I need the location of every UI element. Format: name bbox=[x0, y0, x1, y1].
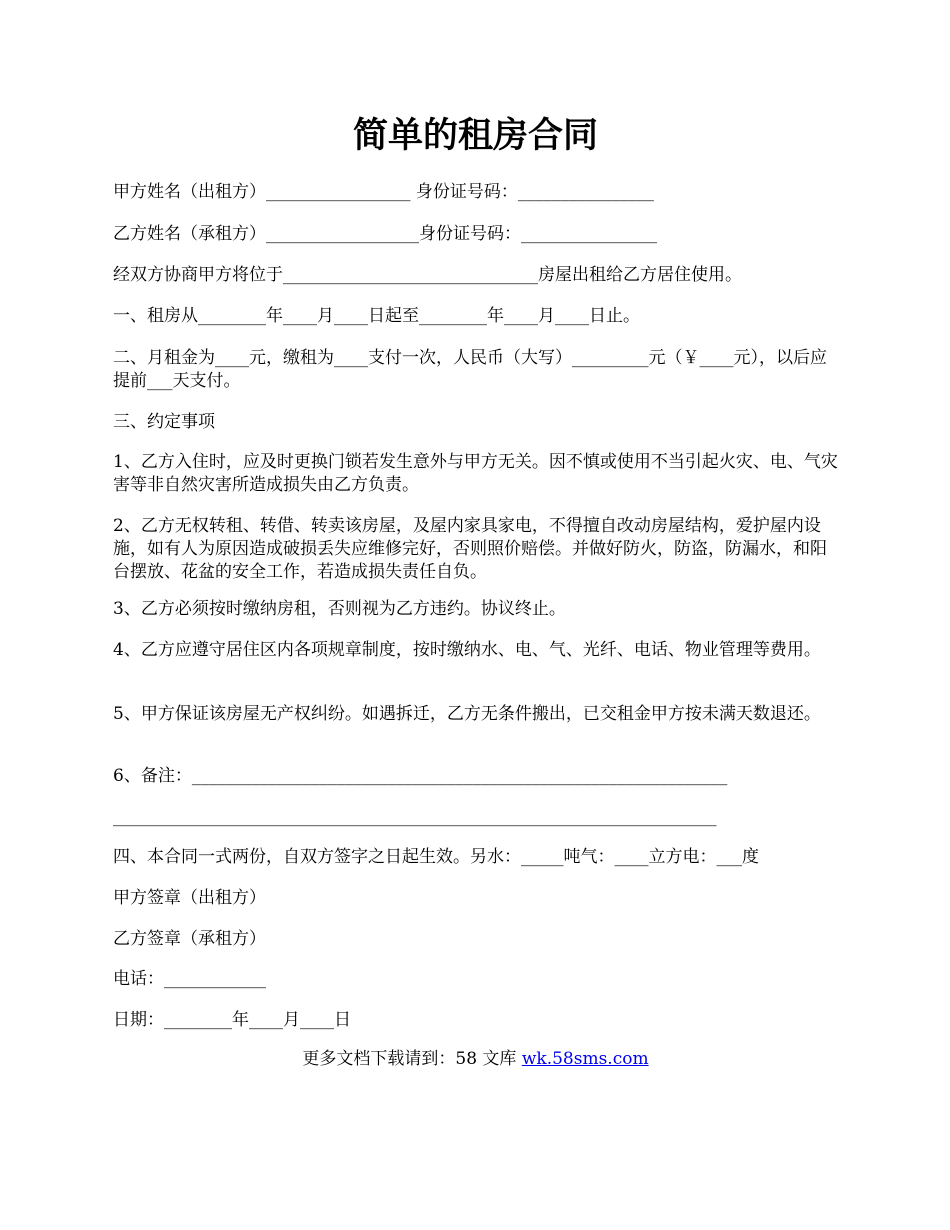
term-line: 一、租房从________年____月____日起至________年____月____日止。 bbox=[113, 306, 640, 326]
party-a-line: 甲方姓名（出租方）_________________ 身份证号码：________________ bbox=[113, 182, 654, 202]
footer-link[interactable]: wk.58sms.com bbox=[521, 1049, 649, 1069]
party-b-signature: 乙方签章（承租方） bbox=[113, 929, 266, 949]
clause-5: 5、甲方保证该房屋无产权纠纷。如遇拆迁，乙方无条件搬出，已交租金甲方按未满天数退还。 bbox=[113, 704, 821, 724]
remarks-continuation: _______________________________________________________________________ bbox=[113, 807, 717, 827]
clause-2: 2、乙方无权转租、转借、转卖该房屋，及屋内家具家电，不得擅自改动房屋结构，爱护屋内设施，如有人为原因造成破损丢失应维修完好，否则照价赔偿。并做好防火，防盗，防漏水，和阳台摆放、花盆的安全工作，若造成损失责任自负。 bbox=[113, 516, 827, 582]
clause-1: 1、乙方入住时，应及时更换门锁若发生意外与甲方无关。因不慎或使用不当引起火灾、电、气灾害等非自然灾害所造成损失由乙方负责。 bbox=[113, 452, 838, 495]
effective-clause: 四、本合同一式两份，自双方签字之日起生效。另水：_____吨气：____立方电：___度 bbox=[113, 847, 759, 867]
document-title: 简单的租房合同 bbox=[352, 115, 598, 156]
party-a-signature: 甲方签章（出租方） bbox=[113, 888, 266, 908]
location-line: 经双方协商甲方将位于______________________________房屋出租给乙方居住使用。 bbox=[113, 265, 742, 285]
party-b-line: 乙方姓名（承租方）__________________身份证号码：________________ bbox=[113, 224, 657, 244]
phone-line: 电话：____________ bbox=[113, 969, 266, 989]
footer bbox=[113, 1048, 838, 1071]
clause-3: 3、乙方必须按时缴纳房租，否则视为乙方违约。协议终止。 bbox=[113, 599, 566, 619]
terms-heading: 三、约定事项 bbox=[113, 412, 215, 432]
clause-4: 4、乙方应遵守居住区内各项规章制度，按时缴纳水、电、气、光纤、电话、物业管理等费用。 bbox=[113, 640, 821, 660]
rent-clause: 二、月租金为____元，缴租为____支付一次，人民币（大写）_________元（￥____元），以后应提前___天支付。 bbox=[113, 348, 827, 391]
remarks-line: 6、备注：_______________________________________________________________ bbox=[113, 766, 728, 786]
footer-text: 更多文档下载请到：58 文库 bbox=[302, 1049, 522, 1069]
date-line: 日期：________年____月____日 bbox=[113, 1010, 351, 1030]
